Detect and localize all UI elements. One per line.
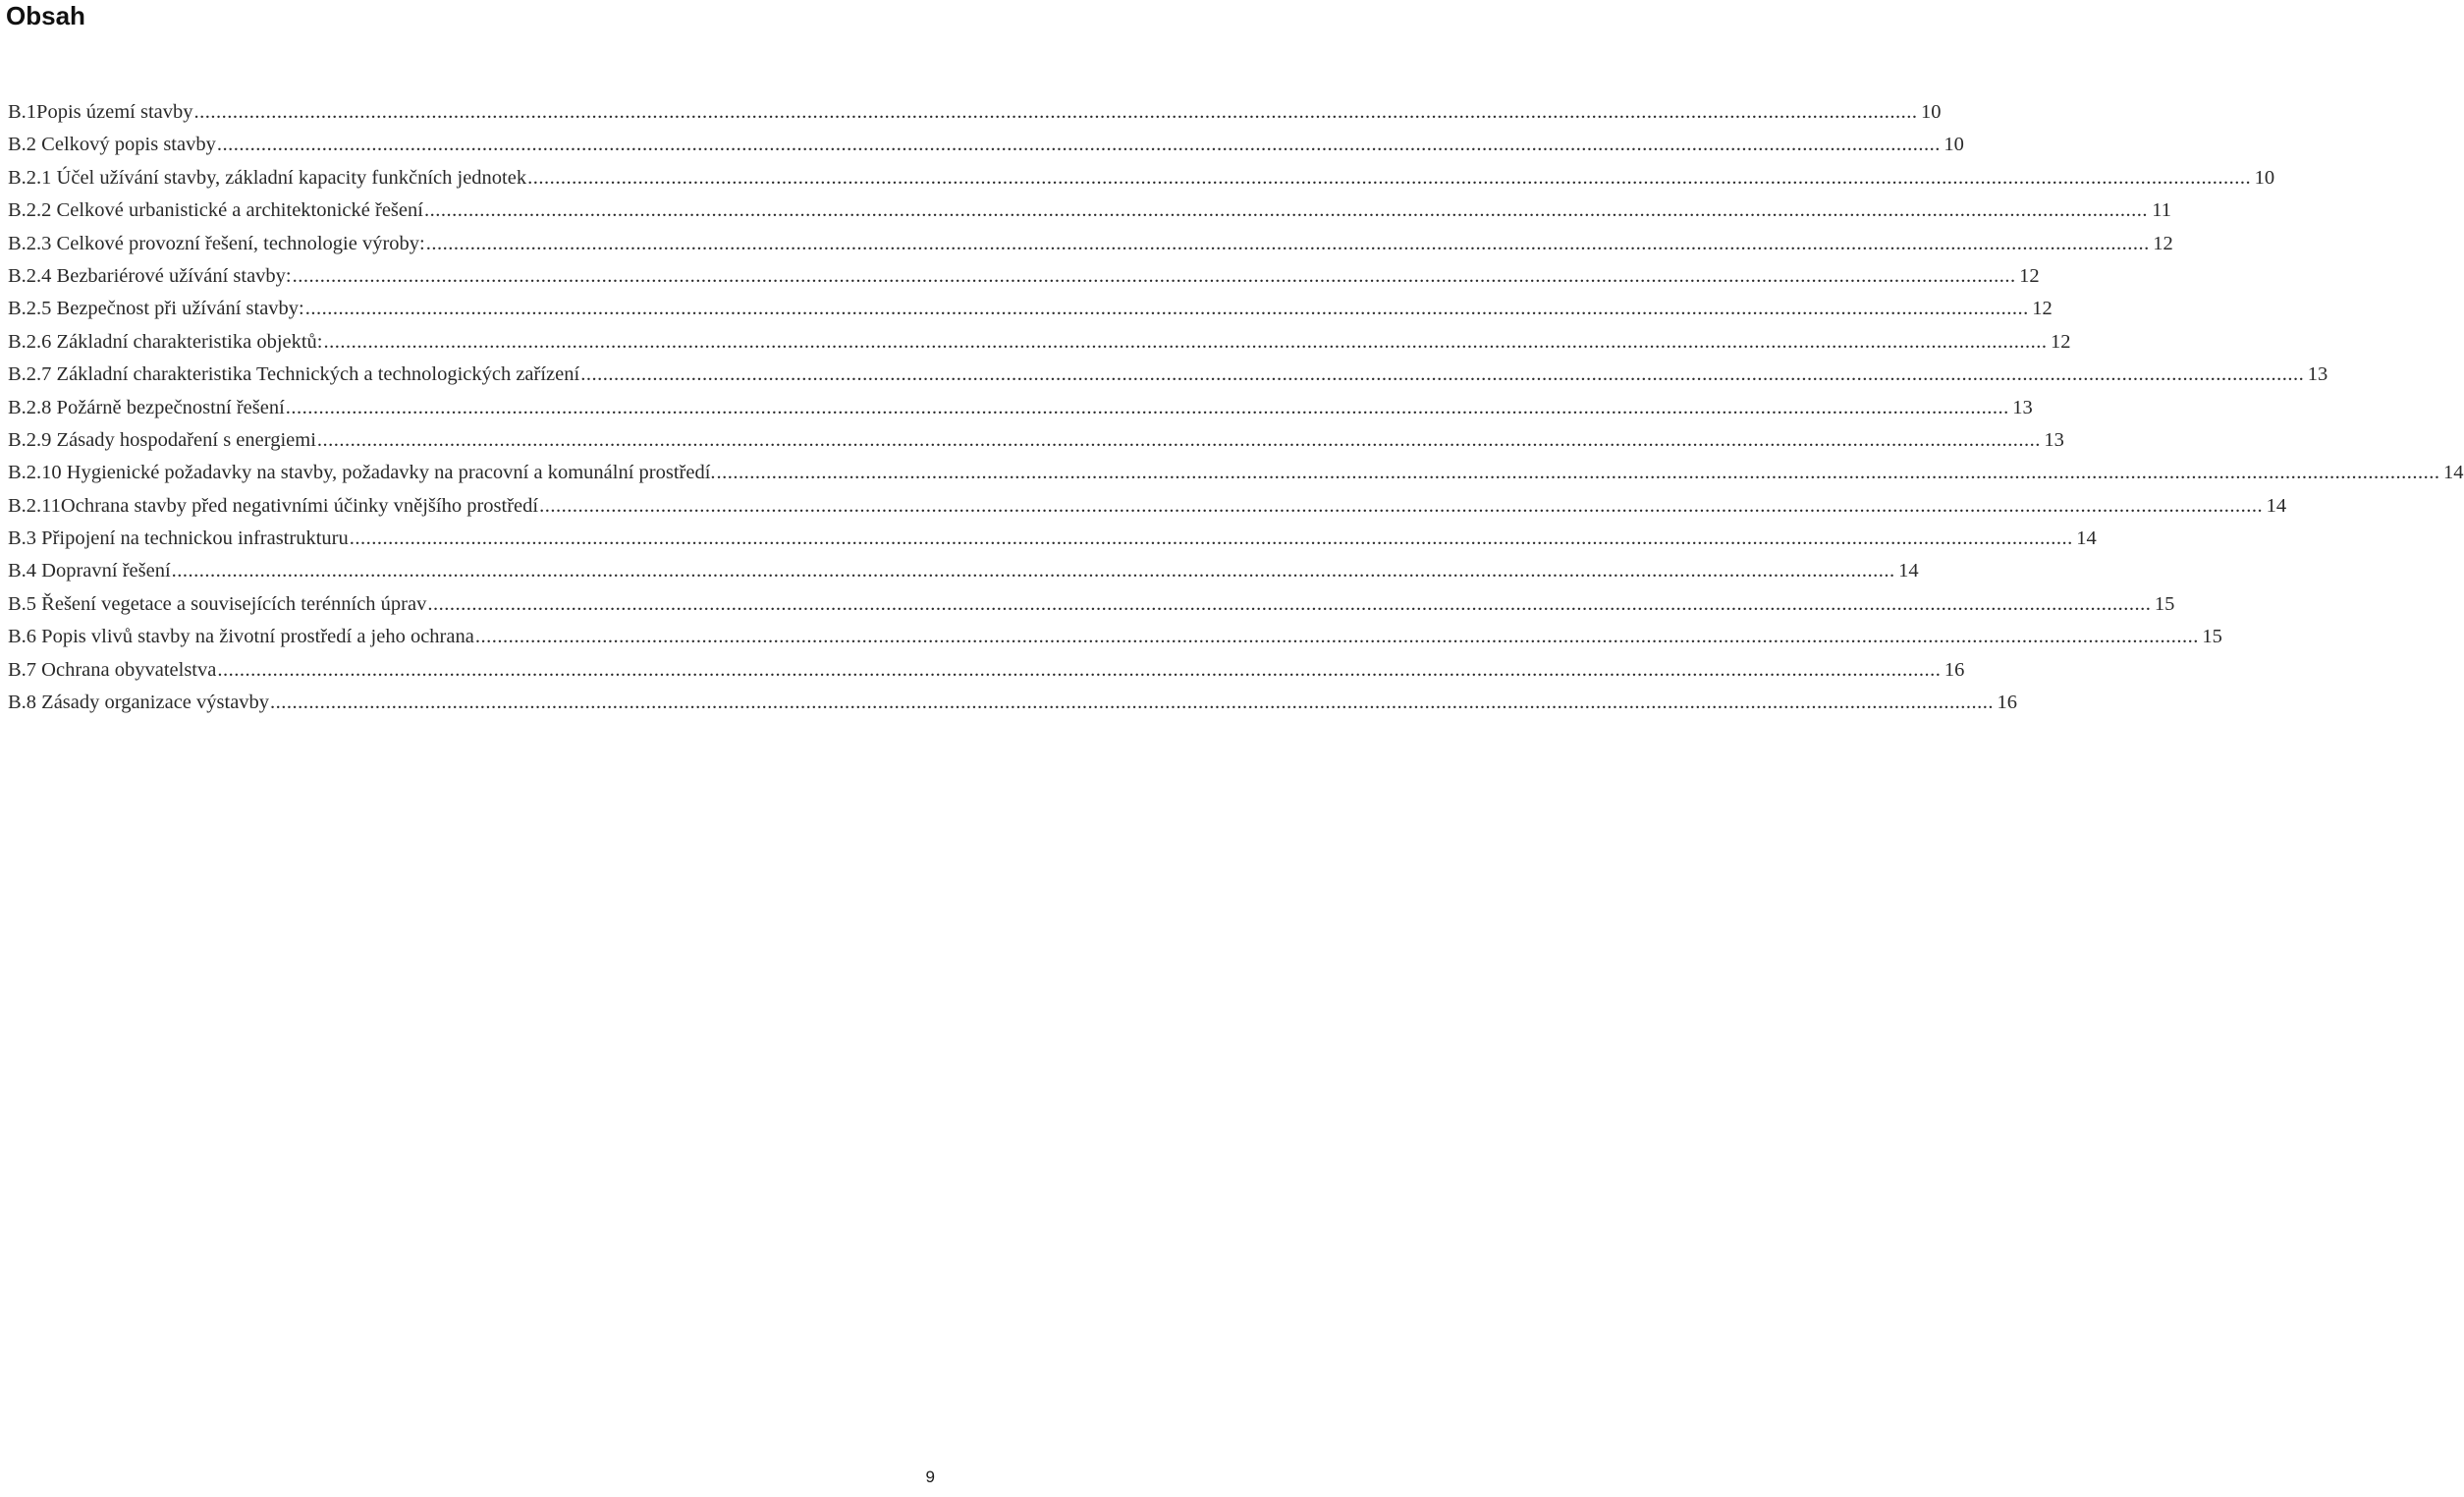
toc-entry-title: B.2.7 Základní charakteristika Technických a technologických zařízení bbox=[8, 363, 580, 386]
dot-leader bbox=[426, 228, 2150, 260]
dot-leader bbox=[324, 326, 2048, 359]
toc-entry[interactable] bbox=[8, 326, 2071, 359]
dot-leader bbox=[270, 687, 1994, 719]
page-number: 9 bbox=[925, 1468, 935, 1486]
toc-entry[interactable] bbox=[8, 654, 1965, 687]
dot-leader bbox=[217, 129, 1941, 161]
toc-entry[interactable] bbox=[8, 194, 2171, 227]
toc-entry-page: 15 bbox=[2154, 592, 2175, 615]
dot-leader bbox=[580, 359, 2304, 391]
toc-entry[interactable] bbox=[8, 523, 2097, 555]
toc-entry[interactable] bbox=[8, 490, 2287, 523]
toc-entry[interactable] bbox=[8, 129, 1964, 161]
toc-entry-title: B.2.10 Hygienické požadavky na stavby, požadavky na pracovní a komunální prostředí. bbox=[8, 462, 716, 484]
toc-entry-title: B.2.9 Zásady hospodaření s energiemi bbox=[8, 428, 316, 451]
toc-entry-page: 16 bbox=[1997, 692, 2018, 714]
table-of-contents bbox=[8, 96, 2464, 719]
dot-leader bbox=[424, 194, 2148, 227]
toc-entry-title: B.2.5 Bezpečnost při užívání stavby: bbox=[8, 298, 304, 320]
toc-entry-title: B.1Popis území stavby bbox=[8, 101, 193, 123]
toc-entry[interactable] bbox=[8, 555, 1919, 587]
toc-entry-title: B.4 Dopravní řešení bbox=[8, 560, 171, 582]
toc-entry-title: B.8 Zásady organizace výstavby bbox=[8, 692, 270, 714]
dot-leader bbox=[286, 392, 2009, 424]
toc-entry-page: 14 bbox=[2266, 494, 2287, 517]
dot-leader bbox=[317, 424, 2041, 457]
toc-entry-page: 14 bbox=[2076, 527, 2097, 550]
toc-entry-title: B.2.2 Celkové urbanistické a architektonické řešení bbox=[8, 199, 423, 222]
toc-entry-page: 12 bbox=[2153, 232, 2173, 254]
toc-entry[interactable] bbox=[8, 96, 1942, 129]
toc-entry-page: 13 bbox=[2044, 428, 2064, 451]
toc-entry-page: 15 bbox=[2202, 626, 2222, 648]
toc-entry[interactable] bbox=[8, 162, 2275, 194]
toc-entry[interactable] bbox=[8, 588, 2175, 621]
toc-entry-title: B.5 Řešení vegetace a souvisejících terénních úprav bbox=[8, 592, 427, 615]
toc-entry[interactable] bbox=[8, 687, 2018, 719]
toc-entry[interactable] bbox=[8, 457, 2464, 489]
dot-leader bbox=[217, 654, 1941, 687]
toc-entry-page: 13 bbox=[2012, 396, 2033, 418]
toc-entry-page: 14 bbox=[2443, 462, 2464, 484]
toc-entry[interactable] bbox=[8, 293, 2053, 325]
toc-entry-title: B.2.3 Celkové provozní řešení, technologie výroby: bbox=[8, 232, 425, 254]
dot-leader bbox=[427, 588, 2151, 621]
toc-entry[interactable] bbox=[8, 392, 2033, 424]
toc-entry-page: 10 bbox=[2254, 166, 2275, 189]
toc-entry-page: 13 bbox=[2307, 363, 2328, 386]
toc-entry-title: B.2 Celkový popis stavby bbox=[8, 134, 216, 156]
toc-entry-page: 12 bbox=[2051, 330, 2071, 353]
toc-entry[interactable] bbox=[8, 260, 2040, 293]
dot-leader bbox=[172, 555, 1895, 587]
dot-leader bbox=[539, 490, 2263, 523]
toc-entry-title: B.2.6 Základní charakteristika objektů: bbox=[8, 330, 323, 353]
toc-entry-title: B.2.11Ochrana stavby před negativními účinky vnějšího prostředí bbox=[8, 494, 539, 517]
toc-entry-page: 16 bbox=[1944, 658, 1965, 681]
dot-leader bbox=[193, 96, 1917, 129]
dot-leader bbox=[475, 621, 2199, 653]
toc-entry-page: 12 bbox=[2019, 264, 2040, 287]
dot-leader bbox=[350, 523, 2073, 555]
dot-leader bbox=[293, 260, 2016, 293]
toc-entry-page: 10 bbox=[1944, 134, 1964, 156]
toc-entry-page: 14 bbox=[1898, 560, 1919, 582]
toc-entry-page: 10 bbox=[1920, 101, 1942, 123]
toc-entry[interactable] bbox=[8, 228, 2173, 260]
toc-entry-title: B.2.8 Požárně bezpečnostní řešení bbox=[8, 396, 285, 418]
toc-entry-title: B.6 Popis vlivů stavby na životní prostředí a jeho ochrana bbox=[8, 626, 474, 648]
page-title: Obsah bbox=[6, 1, 85, 30]
dot-leader bbox=[717, 457, 2440, 489]
dot-leader bbox=[305, 293, 2029, 325]
toc-entry[interactable] bbox=[8, 621, 2222, 653]
toc-entry-title: B.3 Připojení na technickou infrastrukturu bbox=[8, 527, 349, 550]
dot-leader bbox=[527, 162, 2251, 194]
toc-entry-title: B.2.4 Bezbariérové užívání stavby: bbox=[8, 264, 292, 287]
toc-entry-page: 12 bbox=[2032, 298, 2053, 320]
toc-entry-title: B.2.1 Účel užívání stavby, základní kapacity funkčních jednotek bbox=[8, 166, 527, 189]
toc-entry-title: B.7 Ochrana obyvatelstva bbox=[8, 658, 217, 681]
toc-entry-page: 11 bbox=[2152, 199, 2171, 222]
toc-entry[interactable] bbox=[8, 359, 2328, 391]
toc-entry[interactable] bbox=[8, 424, 2064, 457]
